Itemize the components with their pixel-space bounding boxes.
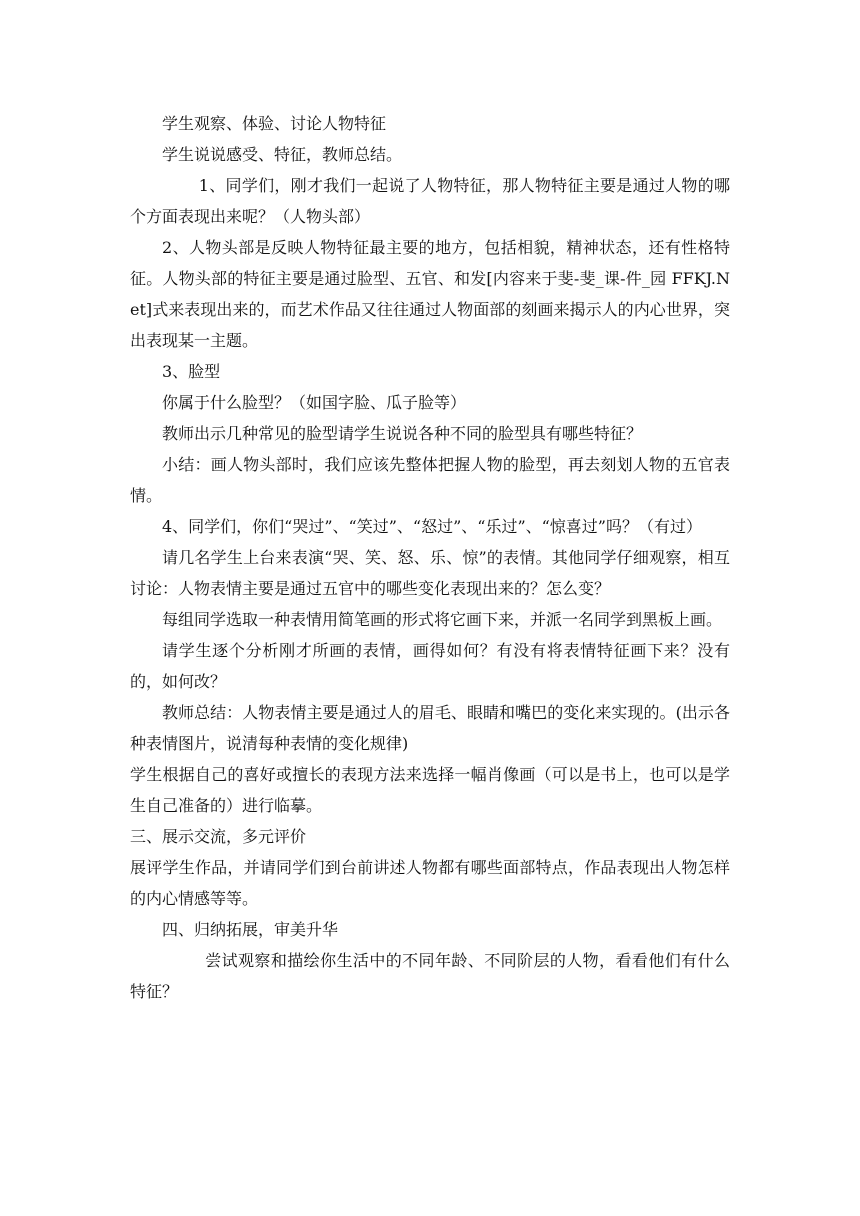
paragraph-conclusion: 小结：画人物头部时，我们应该先整体把握人物的脸型，再去刻划人物的五官表情。 bbox=[130, 455, 730, 505]
paragraph-teacher-summary: 教师总结：人物表情主要是通过人的眉毛、眼睛和嘴巴的变化来实现的。(出示各种表情图片，说清每种表情的变化规律) bbox=[130, 703, 730, 753]
paragraph-extension: 尝试观察和描绘你生活中的不同年龄、不同阶层的人物，看看他们有什么特征？ bbox=[130, 951, 730, 1001]
paragraph-observe: 学生观察、体验、讨论人物特征 bbox=[162, 114, 387, 133]
paragraph-perform-expressions: 请几名学生上台来表演“哭、笑、怒、乐、惊”的表情。其他同学仔细观察，相互讨论：人物表情主要是通过五官中的哪些变化表现出来的？怎么变？ bbox=[130, 548, 730, 598]
section-heading-4: 四、归纳拓展，审美升华 bbox=[162, 920, 339, 939]
paragraph-copy-portrait: 学生根据自己的喜好或擅长的表现方法来选择一幅肖像画（可以是书上，也可以是学生自己准备的）进行临摹。 bbox=[130, 765, 730, 815]
paragraph-group-drawing: 每组同学选取一种表情用简笔画的形式将它画下来，并派一名同学到黑板上画。 bbox=[162, 610, 723, 629]
paragraph-summary: 学生说说感受、特征，教师总结。 bbox=[162, 145, 403, 164]
paragraph-item-2: 2、人物头部是反映人物特征最主要的地方，包括相貌，精神状态，还有性格特征。人物头部的特征主要是通过脸型、五官、和发[内容来于斐-斐_课-件_园 FFKJ.Net]式来表现出来的，而艺术作品又往往通过人物面部的刻画来揭示人的内心世界，突出表现某一主题。 bbox=[130, 238, 730, 350]
paragraph-exhibit: 展评学生作品，并请同学们到台前讲述人物都有哪些面部特点，作品表现出人物怎样的内心情感等等。 bbox=[130, 858, 730, 908]
paragraph-item-3-heading: 3、脸型 bbox=[162, 362, 221, 381]
paragraph-analyze: 请学生逐个分析刚才所画的表情，画得如何？有没有将表情特征画下来？没有的，如何改？ bbox=[130, 641, 730, 691]
paragraph-teacher-shows: 教师出示几种常见的脸型请学生说说各种不同的脸型具有哪些特征？ bbox=[162, 424, 643, 443]
paragraph-item-4: 4、同学们，你们“哭过”、“笑过”、“怒过”、“乐过”、“惊喜过”吗？（有过） bbox=[162, 517, 702, 536]
document-body bbox=[130, 108, 730, 1007]
paragraph-item-1: 1、同学们，刚才我们一起说了人物特征，那人物特征主要是通过人物的哪个方面表现出来呢？（人物头部） bbox=[130, 176, 730, 226]
paragraph-face-question: 你属于什么脸型？（如国字脸、瓜子脸等） bbox=[162, 393, 467, 412]
section-heading-3: 三、展示交流，多元评价 bbox=[130, 827, 307, 846]
